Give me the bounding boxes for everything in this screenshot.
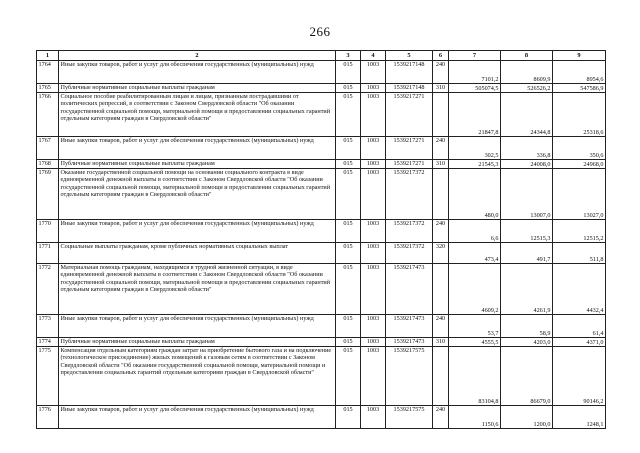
code-section: 1003 [361,137,386,160]
amount-year-3: 1248,1 [553,406,606,429]
code-gr: 015 [336,61,361,84]
code-section: 1003 [361,61,386,84]
header-row [37,51,606,61]
code-section: 1003 [361,347,386,406]
table-row [37,347,606,406]
row-description: Иные закупки товаров, работ и услуг для обеспечения государственных (муниципальных) нужд [59,220,336,243]
code-expense: 240 [433,406,449,429]
row-number: 1770 [37,220,59,243]
code-gr: 015 [336,406,361,429]
code-gr: 015 [336,169,361,220]
table-row [37,160,606,169]
row-description: Оказание государственной социальной помощи на основании социального контракта в виде единовременной денежной выплаты в соответствии с Законом Свердловской области "Об оказании государственной социальной помощи, материальной помощи и предоставлении социальных гарантий отдельным категориям граждан в Свердловской области" [59,169,336,220]
code-gr: 015 [336,264,361,315]
row-number: 1771 [37,243,59,264]
code-gr: 015 [336,338,361,347]
amount-year-2: 4261,9 [501,264,553,315]
row-description: Компенсация отдельным категориям граждан затрат на приобретение бытового газа и на подключение (технологическое присоединение) жилых помещений к газовым сетям в соответствии с Законом Свердловской области "Об оказании государственной социальной помощи, материальной помощи и предоставлении социальных гарантий отдельным категориям граждан в Свердловской области" [59,347,336,406]
row-number: 1768 [37,160,59,169]
code-target: 1539217575 [386,406,433,429]
code-expense: 310 [433,160,449,169]
column-header: 8 [501,51,553,61]
amount-year-3: 511,8 [553,243,606,264]
row-number: 1774 [37,338,59,347]
column-header: 6 [433,51,449,61]
code-target: 1539217372 [386,243,433,264]
code-target: 1539217372 [386,220,433,243]
amount-year-1: 53,7 [449,315,501,338]
column-header: 1 [37,51,59,61]
amount-year-2: 13007,0 [501,169,553,220]
row-number: 1775 [37,347,59,406]
amount-year-1: 302,5 [449,137,501,160]
code-gr: 015 [336,315,361,338]
table-row [37,84,606,93]
column-header: 7 [449,51,501,61]
amount-year-1: 1150,6 [449,406,501,429]
table-row [37,406,606,429]
amount-year-3: 90146,2 [553,347,606,406]
table-row [37,137,606,160]
amount-year-3: 8954,6 [553,61,606,84]
table-row [37,243,606,264]
code-gr: 015 [336,84,361,93]
code-expense: 240 [433,137,449,160]
row-description: Публичные нормативные социальные выплаты гражданам [59,84,336,93]
amount-year-2: 8609,9 [501,61,553,84]
code-target: 1539217575 [386,347,433,406]
amount-year-2: 491,7 [501,243,553,264]
code-section: 1003 [361,220,386,243]
amount-year-3: 12515,2 [553,220,606,243]
row-number: 1776 [37,406,59,429]
row-number: 1766 [37,93,59,137]
amount-year-1: 4555,5 [449,338,501,347]
amount-year-2: 336,8 [501,137,553,160]
amount-year-3: 24968,0 [553,160,606,169]
amount-year-2: 1200,0 [501,406,553,429]
amount-year-2: 24008,0 [501,160,553,169]
amount-year-1: 473,4 [449,243,501,264]
code-target: 1539217148 [386,84,433,93]
code-expense: 310 [433,338,449,347]
amount-year-1: 83104,8 [449,347,501,406]
table-row [37,338,606,347]
row-description: Публичные нормативные социальные выплаты гражданам [59,338,336,347]
row-description: Иные закупки товаров, работ и услуг для обеспечения государственных (муниципальных) нужд [59,61,336,84]
row-description: Социальное пособие реабилитированным лицам и лицам, признанным пострадавшими от политических репрессий, в соответствии с Законом Свердловской области "Об оказании государственной социальной помощи, материальной помощи и предоставлении социальных гарантий отдельным категориям граждан в Свердловской области" [59,93,336,137]
row-number: 1765 [37,84,59,93]
amount-year-2: 58,9 [501,315,553,338]
code-section: 1003 [361,264,386,315]
amount-year-3: 4432,4 [553,264,606,315]
row-number: 1767 [37,137,59,160]
code-expense: 240 [433,315,449,338]
code-gr: 015 [336,93,361,137]
code-target: 1539217271 [386,137,433,160]
amount-year-3: 13027,0 [553,169,606,220]
row-description: Иные закупки товаров, работ и услуг для обеспечения государственных (муниципальных) нужд [59,137,336,160]
code-section: 1003 [361,169,386,220]
code-section: 1003 [361,84,386,93]
code-target: 1539217148 [386,61,433,84]
amount-year-1: 505074,5 [449,84,501,93]
code-expense: 320 [433,243,449,264]
code-gr: 015 [336,160,361,169]
amount-year-3: 350,6 [553,137,606,160]
code-target: 1539217473 [386,338,433,347]
code-expense: 240 [433,220,449,243]
amount-year-1: 4609,2 [449,264,501,315]
column-header: 9 [553,51,606,61]
code-expense: 240 [433,61,449,84]
column-header: 2 [59,51,336,61]
row-description: Иные закупки товаров, работ и услуг для обеспечения государственных (муниципальных) нужд [59,406,336,429]
page-number: 266 [309,24,331,39]
code-target: 1539217271 [386,160,433,169]
table-row [37,220,606,243]
amount-year-2: 86679,0 [501,347,553,406]
table-row [37,61,606,84]
code-expense [433,93,449,137]
column-header: 5 [386,51,433,61]
code-target: 1539217271 [386,93,433,137]
code-gr: 015 [336,347,361,406]
amount-year-1: 21847,8 [449,93,501,137]
code-expense [433,264,449,315]
code-target: 1539217473 [386,315,433,338]
table-row [37,93,606,137]
code-expense [433,347,449,406]
budget-table [36,50,606,429]
amount-year-1: 6,6 [449,220,501,243]
row-number: 1764 [37,61,59,84]
amount-year-1: 21545,3 [449,160,501,169]
code-section: 1003 [361,315,386,338]
amount-year-3: 25318,6 [553,93,606,137]
code-expense [433,169,449,220]
code-section: 1003 [361,160,386,169]
code-target: 1539217473 [386,264,433,315]
amount-year-1: 480,0 [449,169,501,220]
amount-year-3: 4371,0 [553,338,606,347]
code-section: 1003 [361,93,386,137]
code-gr: 015 [336,137,361,160]
row-description: Иные закупки товаров, работ и услуг для обеспечения государственных (муниципальных) нужд [59,315,336,338]
code-section: 1003 [361,338,386,347]
row-number: 1773 [37,315,59,338]
amount-year-2: 12515,3 [501,220,553,243]
row-description: Социальные выплаты гражданам, кроме публичных нормативных социальных выплат [59,243,336,264]
row-description: Материальная помощь гражданам, находящимся в трудной жизненной ситуации, в виде единовременной денежной выплаты в соответствии с Законом Свердловской области "Об оказании государственной социальной помощи, материальной помощи и предоставлении социальных гарантий отдельным категориям граждан в Свердловской области" [59,264,336,315]
table-row [37,315,606,338]
amount-year-3: 547586,9 [553,84,606,93]
code-gr: 015 [336,220,361,243]
amount-year-3: 61,4 [553,315,606,338]
amount-year-2: 4203,0 [501,338,553,347]
code-section: 1003 [361,406,386,429]
row-number: 1772 [37,264,59,315]
code-section: 1003 [361,243,386,264]
row-description: Публичные нормативные социальные выплаты гражданам [59,160,336,169]
table-row [37,264,606,315]
code-expense: 310 [433,84,449,93]
amount-year-2: 24344,8 [501,93,553,137]
row-number: 1769 [37,169,59,220]
amount-year-2: 526526,2 [501,84,553,93]
amount-year-1: 7101,2 [449,61,501,84]
column-header: 4 [361,51,386,61]
code-gr: 015 [336,243,361,264]
code-target: 1539217372 [386,169,433,220]
column-header: 3 [336,51,361,61]
table-row [37,169,606,220]
